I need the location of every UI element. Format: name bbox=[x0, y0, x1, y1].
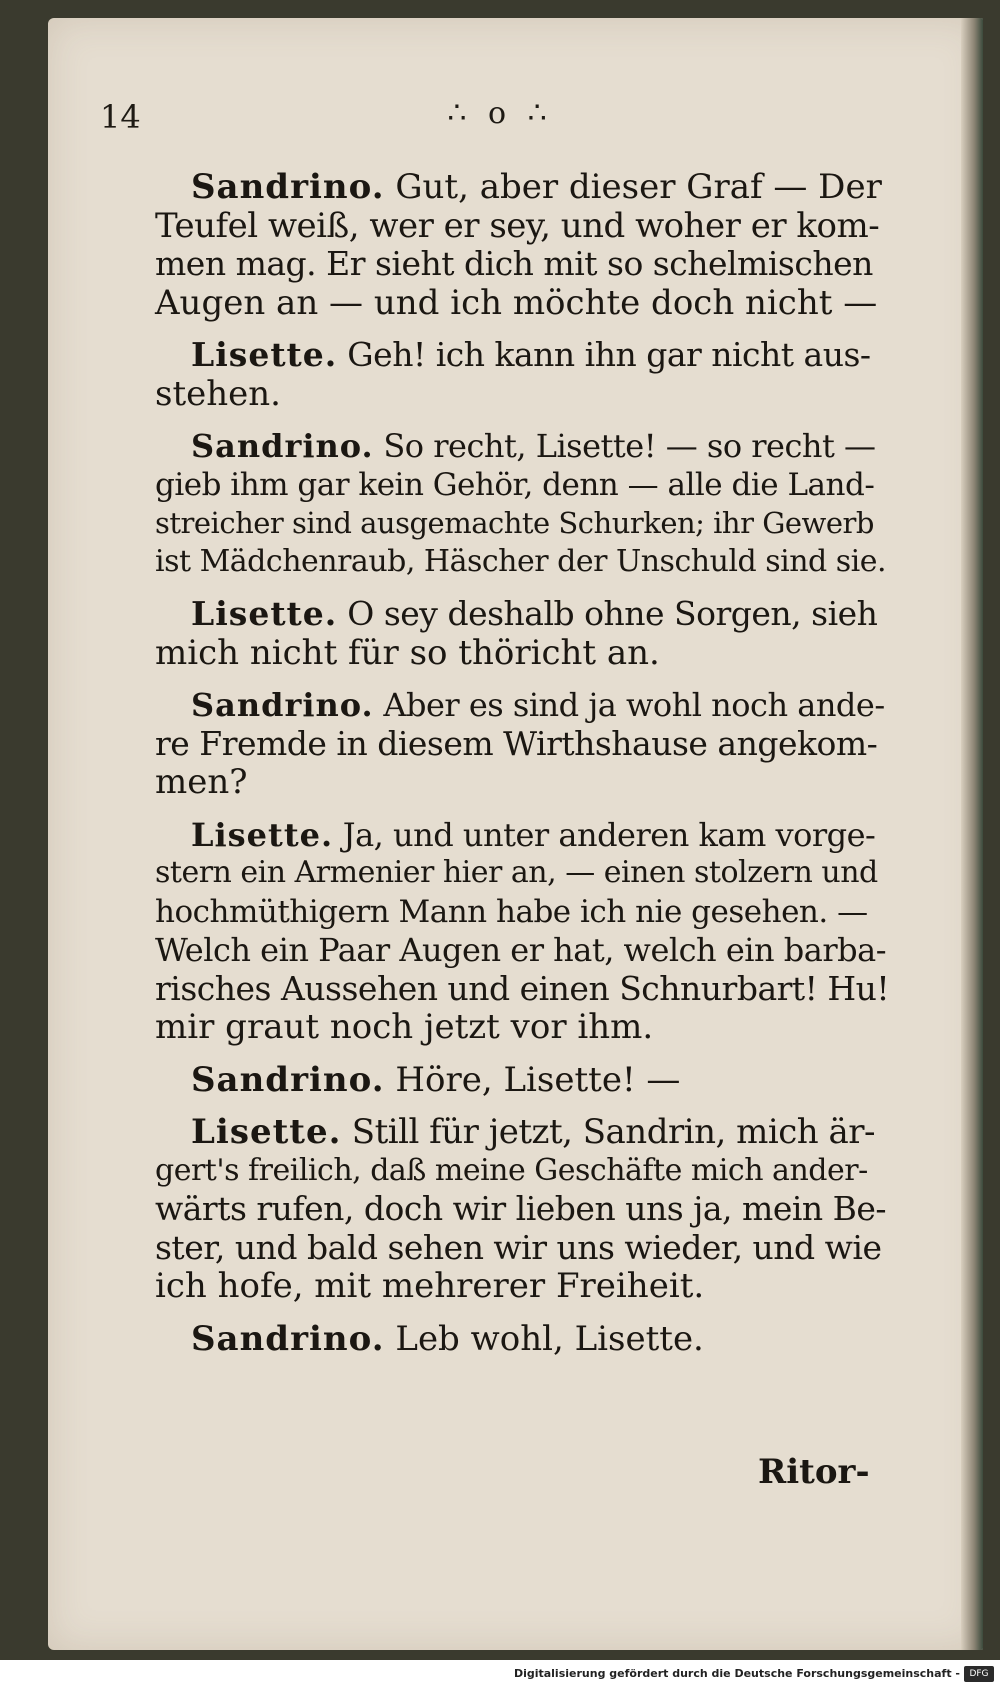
text-line bbox=[155, 970, 890, 1009]
text-line bbox=[155, 763, 890, 802]
speech-paragraph bbox=[155, 427, 890, 581]
header-ornament: ∴ o ∴ bbox=[447, 96, 553, 131]
line-text: men? bbox=[155, 762, 248, 802]
text-line bbox=[155, 1061, 890, 1100]
line-text: Geh! ich kann ihn gar nicht aus- bbox=[347, 335, 871, 374]
line-text: re Fremde in diesem Wirthshause angekom- bbox=[155, 723, 878, 763]
speaker-name: Lisette. bbox=[191, 1112, 342, 1152]
text-line bbox=[155, 816, 890, 855]
line-text: gieb ihm gar kein Gehör, denn — alle die Land- bbox=[155, 466, 875, 503]
text-line bbox=[155, 427, 890, 466]
text-line bbox=[155, 466, 890, 505]
line-text: Aber es sind ja wohl noch ande- bbox=[383, 686, 885, 724]
text-line bbox=[155, 686, 890, 725]
line-text: Augen an — und ich möchte doch nicht — bbox=[155, 282, 878, 323]
line-text: ist Mädchenraub, Häscher der Unschuld sind sie. bbox=[155, 543, 887, 579]
line-text: ich hofe, mit mehrerer Freiheit. bbox=[155, 1266, 705, 1306]
text-line bbox=[155, 931, 890, 970]
dfg-logo: DFG bbox=[964, 1666, 994, 1682]
speech-paragraph bbox=[155, 1113, 890, 1306]
line-text: stern ein Armenier hier an, — einen stolzern und bbox=[155, 855, 878, 890]
book-spine bbox=[961, 18, 983, 1650]
text-line bbox=[155, 245, 890, 284]
footer-bar bbox=[0, 1660, 1000, 1690]
speaker-name: Sandrino. bbox=[191, 167, 385, 207]
page-number: 14 bbox=[100, 98, 141, 136]
line-text: ster, und bald sehen wir uns wieder, und wie bbox=[155, 1227, 882, 1267]
line-text: So recht, Lisette! — so recht — bbox=[383, 427, 876, 465]
line-text: Gut, aber dieser Graf — Der bbox=[395, 167, 882, 207]
text-line bbox=[155, 1190, 890, 1229]
dialogue-text bbox=[155, 168, 890, 1372]
line-text: stehen. bbox=[155, 373, 281, 414]
speech-paragraph bbox=[155, 168, 890, 322]
text-line bbox=[155, 284, 890, 323]
line-text: hochmüthigern Mann habe ich nie gesehen. — bbox=[155, 893, 868, 930]
speaker-name: Sandrino. bbox=[191, 427, 374, 465]
speaker-name: Lisette. bbox=[191, 335, 338, 374]
speaker-name: Lisette. bbox=[191, 594, 338, 633]
speech-paragraph bbox=[155, 336, 890, 413]
text-line bbox=[155, 725, 890, 764]
text-line bbox=[155, 207, 890, 246]
line-text: Teufel weiß, wer er sey, und woher er kom- bbox=[155, 205, 880, 246]
line-text: Leb wohl, Lisette. bbox=[395, 1318, 704, 1359]
catchword: Ritor- bbox=[758, 1452, 870, 1492]
text-line bbox=[155, 1113, 890, 1152]
speech-paragraph bbox=[155, 595, 890, 672]
text-line bbox=[155, 1152, 890, 1191]
line-text: Still für jetzt, Sandrin, mich är- bbox=[351, 1112, 875, 1152]
speech-paragraph bbox=[155, 1061, 890, 1100]
speaker-name: Sandrino. bbox=[191, 1059, 385, 1100]
speech-paragraph bbox=[155, 1320, 890, 1359]
line-text: mich nicht für so thöricht an. bbox=[155, 632, 660, 673]
text-line bbox=[155, 1267, 890, 1306]
line-text: gert's freilich, daß meine Geschäfte mich ander- bbox=[155, 1152, 868, 1188]
speaker-name: Sandrino. bbox=[191, 686, 374, 724]
text-line bbox=[155, 168, 890, 207]
text-line bbox=[155, 1320, 890, 1359]
speech-paragraph bbox=[155, 816, 890, 1047]
text-line bbox=[155, 893, 890, 932]
digitization-credit: Digitalisierung gefördert durch die Deutsche Forschungsgemeinschaft - bbox=[513, 1667, 960, 1680]
text-line bbox=[155, 336, 890, 375]
line-text: Ja, und unter anderen kam vorge- bbox=[342, 815, 876, 854]
text-line bbox=[155, 595, 890, 634]
speaker-name: Sandrino. bbox=[191, 1318, 385, 1359]
line-text: wärts rufen, doch wir lieben uns ja, mein Be- bbox=[155, 1189, 887, 1228]
page-header bbox=[100, 90, 860, 140]
text-line bbox=[155, 634, 890, 673]
text-line bbox=[155, 504, 890, 543]
line-text: risches Aussehen und einen Schnurbart! Hu! bbox=[155, 968, 890, 1008]
speaker-name: Lisette. bbox=[191, 815, 334, 854]
speech-paragraph bbox=[155, 686, 890, 802]
text-line bbox=[155, 854, 890, 893]
text-line bbox=[155, 1008, 890, 1047]
line-text: mir graut noch jetzt vor ihm. bbox=[155, 1007, 654, 1047]
text-line bbox=[155, 1229, 890, 1268]
line-text: O sey deshalb ohne Sorgen, sieh bbox=[347, 594, 878, 633]
line-text: Welch ein Paar Augen er hat, welch ein barba- bbox=[155, 931, 886, 969]
line-text: Höre, Lisette! — bbox=[395, 1059, 681, 1100]
text-line bbox=[155, 375, 890, 414]
line-text: streicher sind ausgemachte Schurken; ihr Gewerb bbox=[155, 506, 874, 540]
text-line bbox=[155, 543, 890, 582]
line-text: men mag. Er sieht dich mit so schelmischen bbox=[155, 244, 873, 283]
